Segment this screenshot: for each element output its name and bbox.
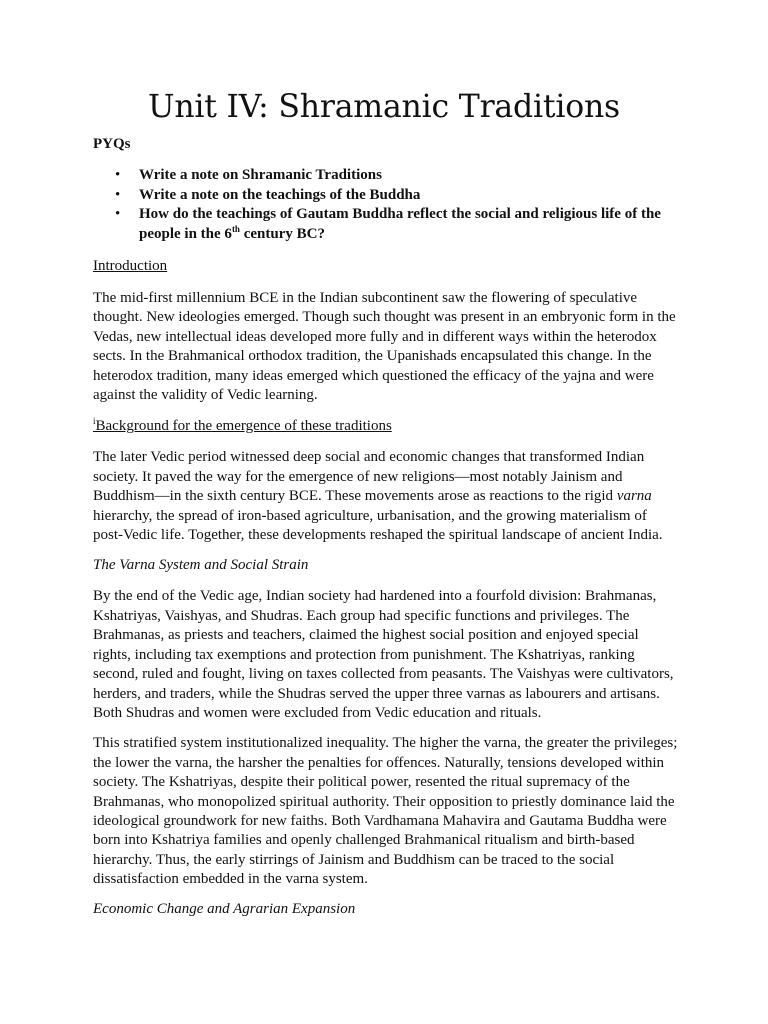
varna-heading: The Varna System and Social Strain (93, 557, 309, 574)
list-item (93, 205, 679, 244)
document-page (93, 86, 679, 919)
list-item (93, 166, 679, 186)
question-text: Write a note on Shramanic Traditions (139, 167, 382, 183)
question-text-end: century BC? (239, 225, 325, 242)
pyqs-label: PYQs (93, 136, 131, 152)
paragraph-text: hierarchy, the spread of iron-based agriculture, urbanisation, and the growing materialism of post-Vedic life. Together, these developments reshaped the spiritual landscape of ancient India. (93, 507, 663, 544)
superscript: th (231, 223, 240, 234)
question-text: Write a note on the teachings of the Buddha (139, 186, 421, 203)
background-paragraph (93, 448, 679, 545)
italic-term: varna (616, 488, 652, 505)
question-text: How do the teachings of Gautam Buddha reflect the social and religious life of the people in the 6 (139, 206, 661, 242)
bullet-icon: • (115, 167, 121, 183)
background-heading-text: Background for the emergence of these traditions (95, 418, 392, 435)
introduction-heading: Introduction (93, 258, 168, 274)
paragraph-text: The later Vedic period witnessed deep social and economic changes that transformed Indian society. It paved the way for the emergence of new religions—most notably Jainism and Buddhism—in the sixth century BCE. These movements arose as reactions to the rigid (93, 449, 645, 505)
introduction-paragraph: The mid-first millennium BCE in the Indian subcontinent saw the flowering of speculative thought. New ideologies emerged. Though such thought was present in an embryonic form in the Vedas, new intellectual ideas developed more fully and in different ways within the heterodox sects. In the Brahmanical orthodox tradition, the Upanishads encapsulated this change. In the heterodox tradition, many ideas emerged which questioned the efficacy of the yajna and were against the validity of Vedic learning. (93, 290, 676, 404)
page-title: Unit IV: Shramanic Traditions (147, 89, 621, 125)
list-item (93, 186, 679, 206)
varna-paragraph-2: This stratified system institutionalized inequality. The higher the varna, the greater the privileges; the lower the varna, the harsher the penalties for offences. Naturally, tensions developed within society. The Kshatriyas, despite their political power, resented the ritual supremacy of the Brahmanas, who monopolized spiritual authority. Their opposition to priestly dominance laid the ideological groundwork for new faiths. Both Vardhamana Mahavira and Gautama Buddha were born into Kshatriya families and openly challenged Brahmanical ritualism and birth-based hierarchy. Thus, the early stirrings of Jainism and Buddhism can be traced to the social dissatisfaction embedded in the varna system. (93, 735, 678, 888)
varna-paragraph-1: By the end of the Vedic age, Indian society had hardened into a fourfold division: Brahmanas, Kshatriyas, Vaishyas, and Shudras. Each group had specific functions and privileges. The Brahmanas, as priests and teachers, claimed the highest social position and enjoyed special rights, including tax exemptions and protection from punishment. The Kshatriyas, ranking second, ruled and fought, living on taxes collected from peasants. The Vaishyas were cultivators, herders, and traders, while the Shudras served the upper three varnas as labourers and artisans. Both Shudras and women were excluded from Vedic education and rituals. (93, 588, 674, 721)
endnote-marker[interactable]: i (93, 416, 96, 427)
bullet-icon: • (115, 206, 121, 222)
bullet-icon: • (115, 186, 121, 203)
background-heading (93, 417, 679, 436)
questions-list (93, 166, 679, 244)
economic-heading: Economic Change and Agrarian Expansion (93, 900, 356, 917)
